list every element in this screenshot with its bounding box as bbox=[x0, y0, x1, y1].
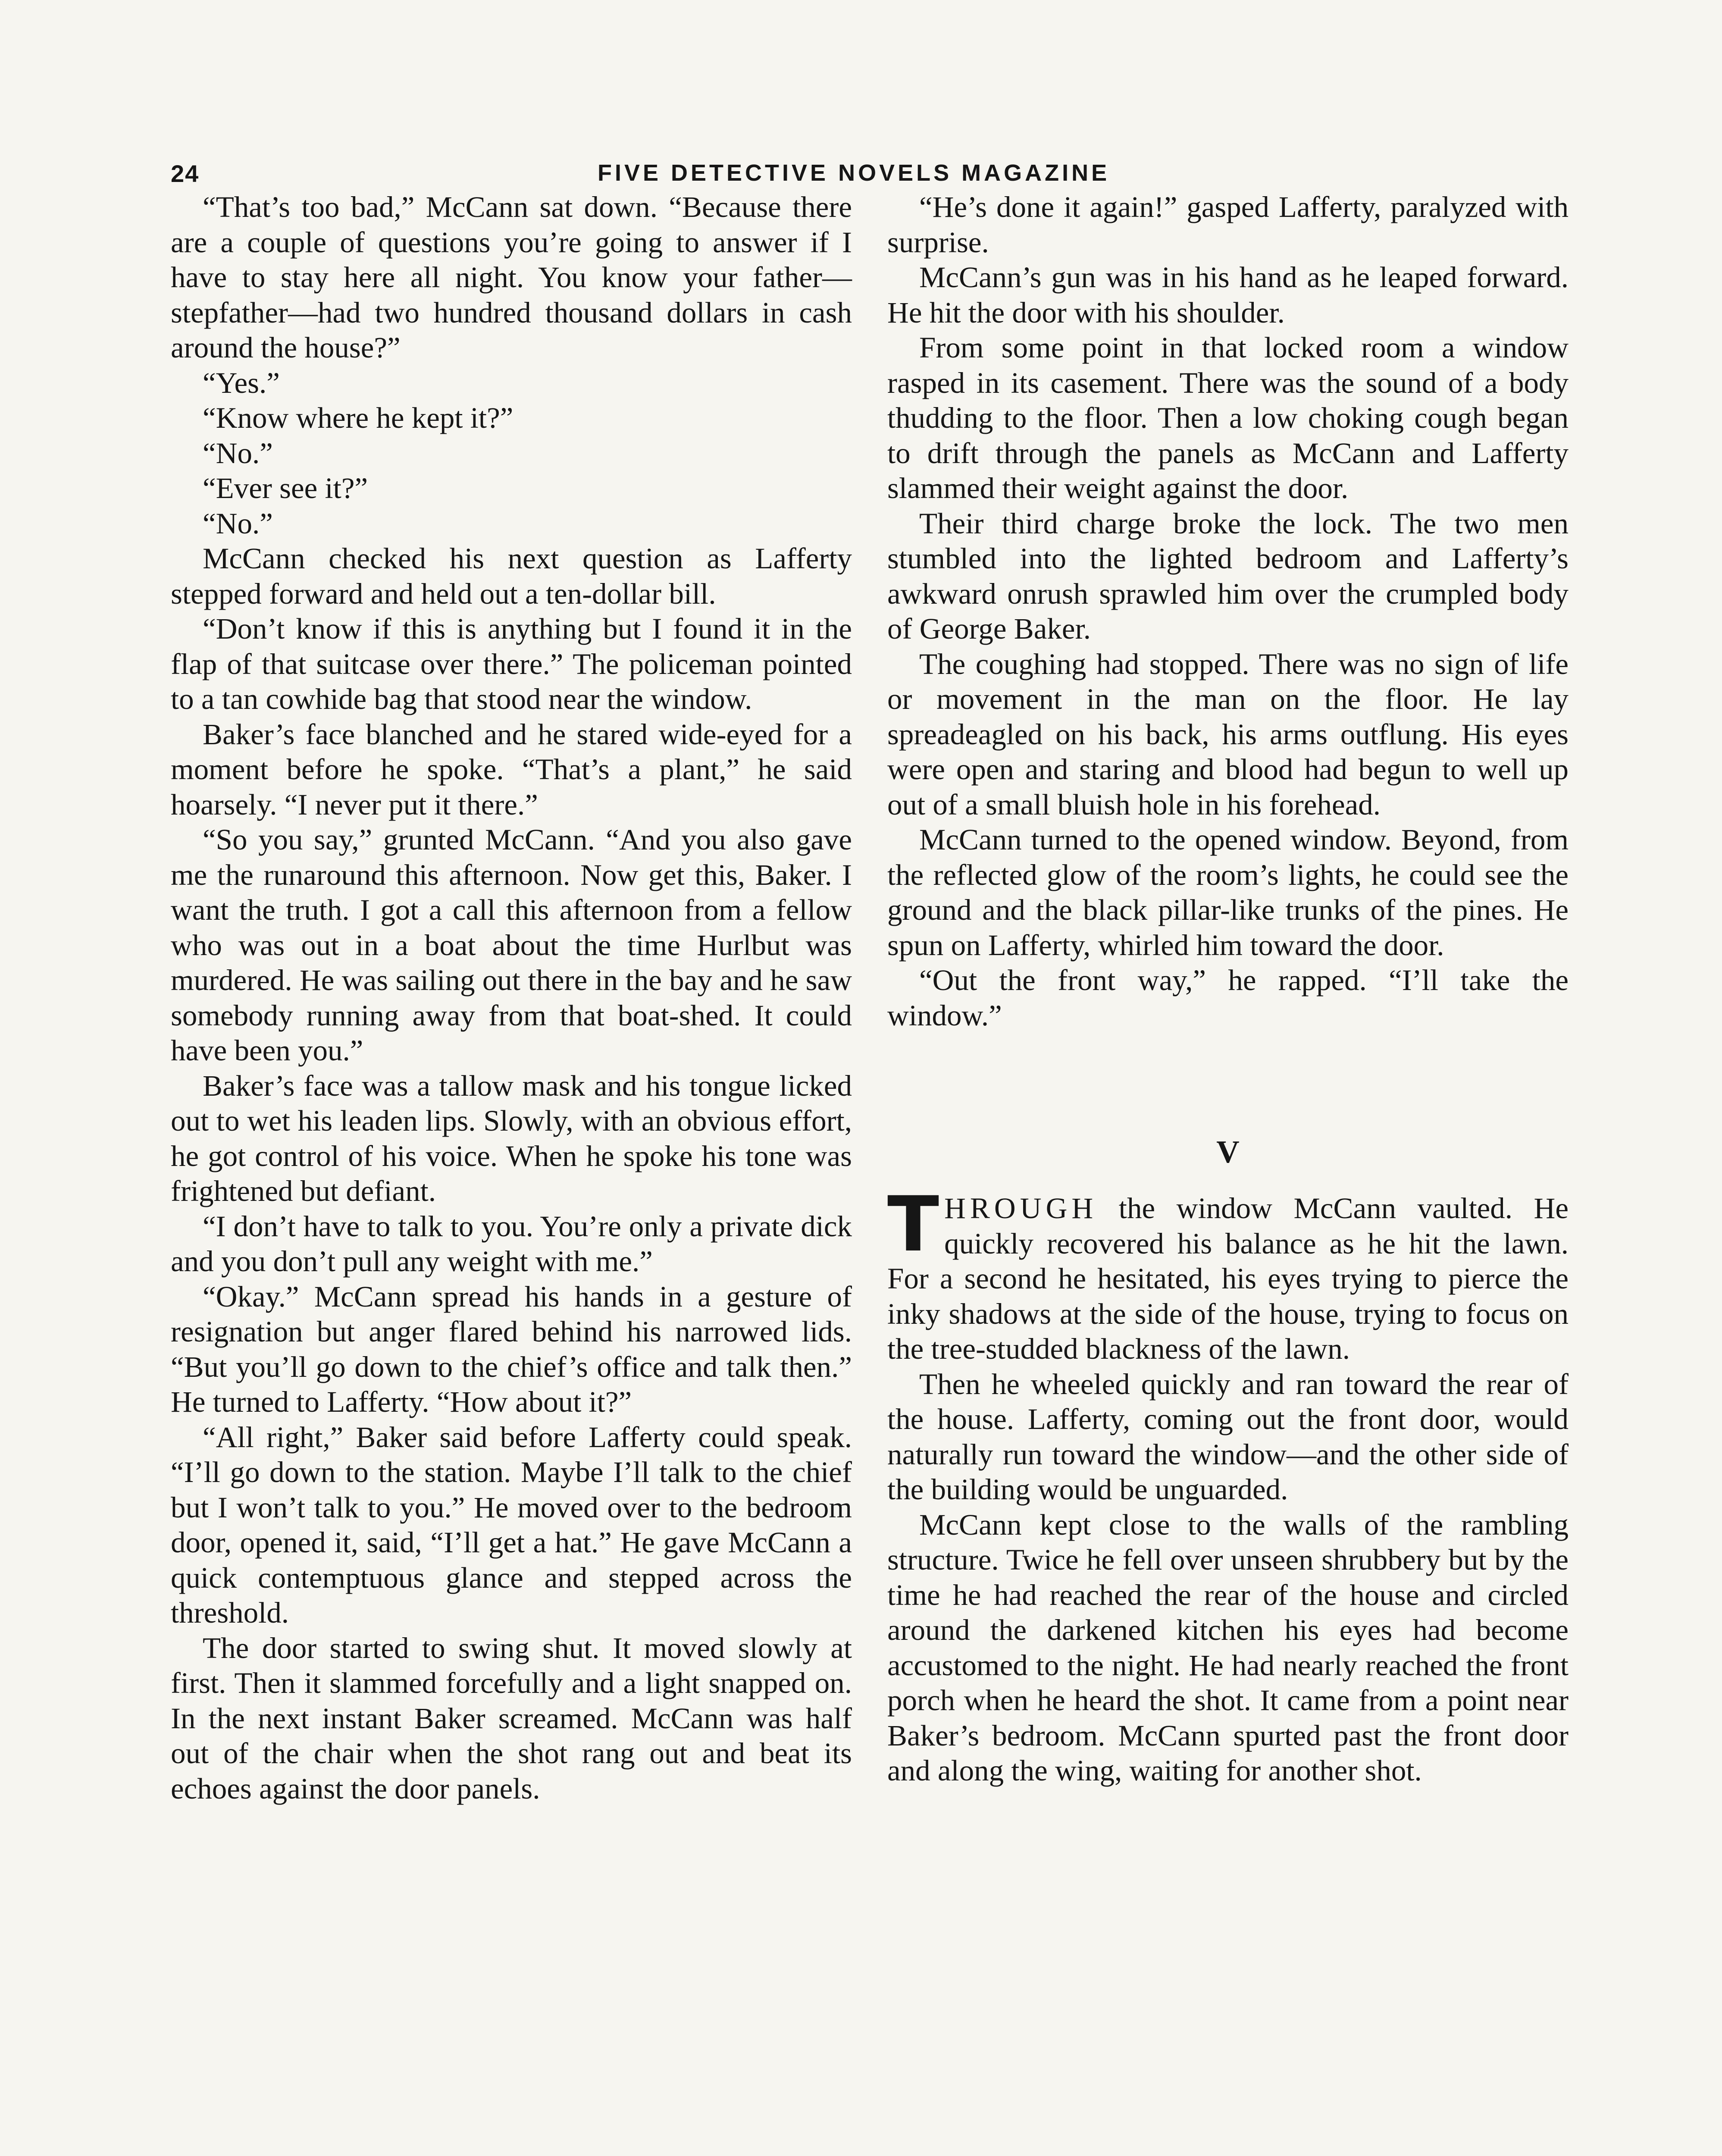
paragraph: Then he wheeled quickly and ran toward the rear of the house. Lafferty, coming out the front door, would naturally run toward the window—and the other side of the building would be unguarded. bbox=[887, 1367, 1569, 1506]
lead-word: HROUGH bbox=[944, 1192, 1098, 1225]
paragraph: The coughing had stopped. There was no sign of life or movement in the man on the floor. He lay spreadeagled on his back, his arms outflung. His eyes were open and staring and blood had begun to well up out of a small bluish hole in his forehead. bbox=[887, 647, 1569, 821]
paragraph: McCann turned to the opened window. Beyond, from the reflected glow of the room’s lights, he could see the ground and the black pillar-like trunks of the pines. He spun on Lafferty, whirled him toward the door. bbox=[887, 823, 1569, 962]
opening-text: the window McCann vaulted. He quickly recovered his balance as he hit the lawn. For a second he hesitated, his eyes trying to pierce the inky shadows at the side of the house, trying to focus on the tree-studded blackness of the lawn. bbox=[887, 1192, 1569, 1365]
left-column bbox=[171, 190, 852, 1806]
paragraph: Their third charge broke the lock. The two men stumbled into the lighted bedroom and Lafferty’s awkward onrush sprawled him over the crumpled body of George Baker. bbox=[887, 507, 1569, 645]
right-column bbox=[887, 190, 1569, 1789]
paragraph: McCann’s gun was in his hand as he leaped forward. He hit the door with his shoulder. bbox=[887, 261, 1569, 329]
paragraph: “Don’t know if this is anything but I found it in the flap of that suitcase over there.” The policeman pointed to a tan cowhide bag that stood near the window. bbox=[171, 612, 852, 715]
paragraph: “All right,” Baker said before Lafferty could speak. “I’ll go down to the station. Maybe I’ll talk to the chief but I won’t talk to you.” He moved over to the bedroom door, opened it, said, “I’ll get a hat.” He gave McCann a quick contemptuous glance and stepped across the threshold. bbox=[171, 1420, 852, 1629]
page-number: 24 bbox=[171, 160, 200, 187]
drop-cap: T bbox=[887, 1180, 939, 1269]
paragraph: McCann checked his next question as Lafferty stepped forward and held out a ten-dollar bill. bbox=[171, 542, 852, 610]
paragraph: Baker’s face was a tallow mask and his tongue licked out to wet his leaden lips. Slowly, with an obvious effort, he got control of his voice. When he spoke his tone was frightened but defiant. bbox=[171, 1069, 852, 1207]
paragraph: “Yes.” bbox=[203, 366, 280, 399]
section-opening-paragraph bbox=[887, 1180, 1569, 1367]
paragraph: “Okay.” McCann spread his hands in a gesture of resignation but anger flared behind his narrowed lids. “But you’ll go down to the chief’s office and talk then.” He turned to Lafferty. “How about it?” bbox=[171, 1280, 852, 1418]
paragraph: “Know where he kept it?” bbox=[203, 401, 513, 434]
paragraph: From some point in that locked room a window rasped in its casement. There was the sound of a body thudding to the floor. Then a low choking cough began to drift through the panels as McCann and Lafferty slammed their weight against the door. bbox=[887, 331, 1569, 505]
running-title: FIVE DETECTIVE NOVELS MAGAZINE bbox=[598, 160, 1110, 186]
paragraph: “Ever see it?” bbox=[203, 472, 368, 505]
paragraph: “No.” bbox=[203, 436, 273, 470]
paragraph: Baker’s face blanched and he stared wide-eyed for a moment before he spoke. “That’s a plant,” he said hoarsely. “I never put it there.” bbox=[171, 718, 852, 821]
section-number: V bbox=[1216, 1134, 1240, 1170]
paragraph: “So you say,” grunted McCann. “And you also gave me the runaround this afternoon. Now get this, Baker. I want the truth. I got a call this afternoon from a fellow who was out in a boat about the time Hurlbut was murdered. He was sailing out there in the bay and he saw somebody running away from that boat-shed. It could have been you.” bbox=[171, 823, 852, 1067]
paragraph: “No.” bbox=[203, 507, 273, 540]
page-header bbox=[171, 160, 1560, 194]
paragraph: “Out the front way,” he rapped. “I’ll take the window.” bbox=[887, 964, 1569, 1032]
paragraph: McCann kept close to the walls of the rambling structure. Twice he fell over unseen shrubbery but by the time he had reached the rear of the house and circled around the darkened kitchen his eyes had become accustomed to the night. He had nearly reached the front porch when he heard the shot. It came from a point near Baker’s bedroom. McCann spurted past the front door and along the wing, waiting for another shot. bbox=[887, 1508, 1569, 1787]
paragraph: “That’s too bad,” McCann sat down. “Because there are a couple of questions you’re going to answer if I have to stay here all night. You know your father—stepfather—had two hundred thousand dollars in cash around the house?” bbox=[171, 191, 852, 364]
paragraph: The door started to swing shut. It moved slowly at first. Then it slammed forcefully and a light snapped on. In the next instant Baker screamed. McCann was half out of the chair when the shot rang out and beat its echoes against the door panels. bbox=[171, 1631, 852, 1805]
paragraph: “He’s done it again!” gasped Lafferty, paralyzed with surprise. bbox=[887, 191, 1569, 259]
paragraph: “I don’t have to talk to you. You’re only a private dick and you don’t pull any weight with me.” bbox=[171, 1210, 852, 1278]
